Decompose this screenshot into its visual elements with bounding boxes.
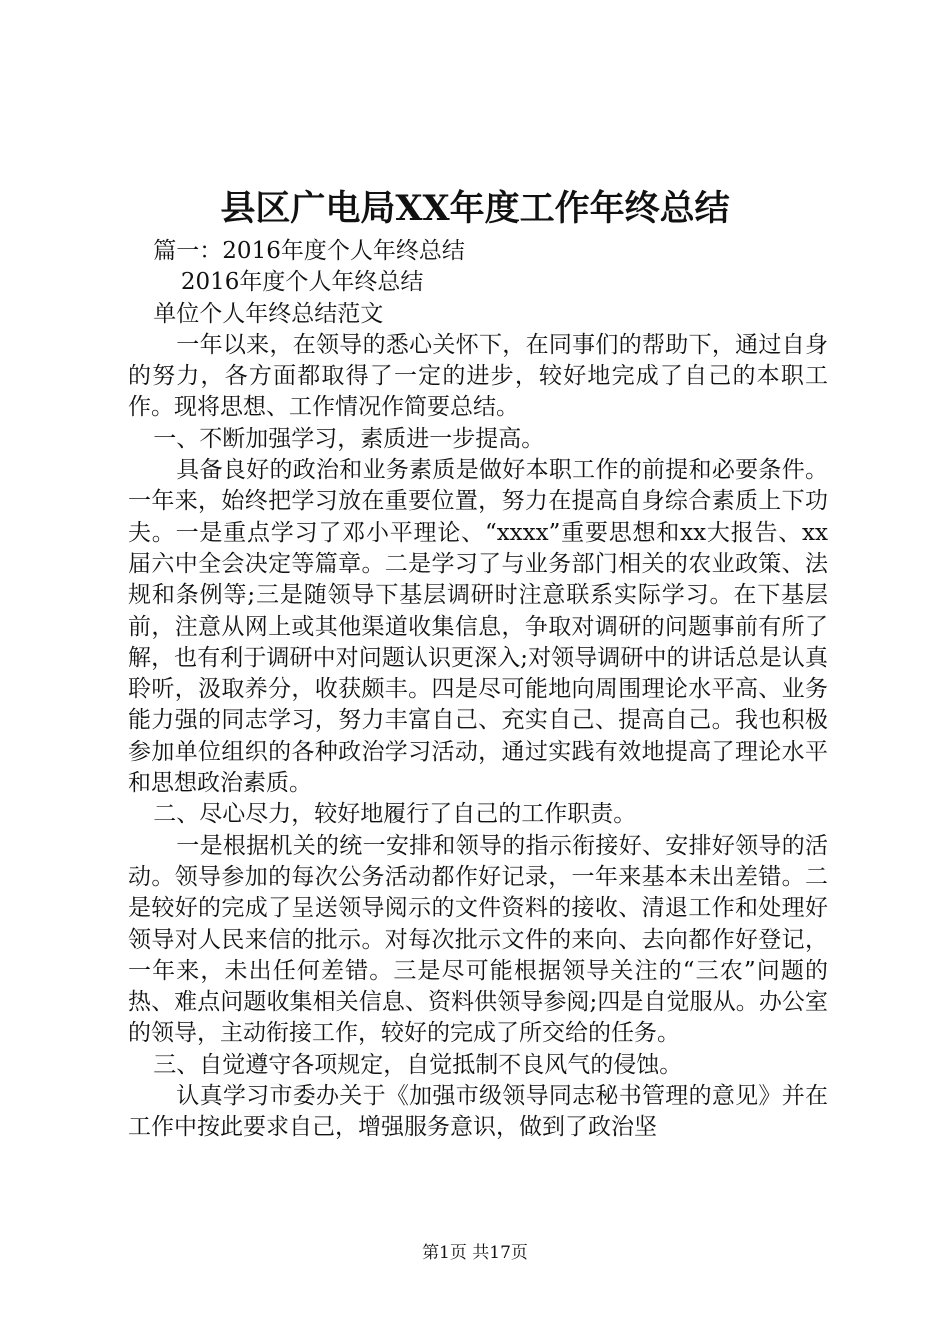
paragraph-body-1: 具备良好的政治和业务素质是做好本职工作的前提和必要条件。一年来，始终把学习放在重要位置，努力在提高自身综合素质上下功夫。一是重点学习了邓小平理论、“xxxx”重要思想和xx大报告、xx届六中全会决定等篇章。二是学习了与业务部门相关的农业政策、法规和条例等;三是随领导下基层调研时注意联系实际学习。在下基层前，注意从网上或其他渠道收集信息，争取对调研的问题事前有所了解，也有利于调研中对问题认识更深入;对领导调研中的讲话总是认真聆听，汲取养分，收获颇丰。四是尽可能地向周围理论水平高、业务能力强的同志学习，努力丰富自己、充实自己、提高自己。我也积极参加单位组织的各种政治学习活动，通过实践有效地提高了理论水平和思想政治素质。: [128, 457, 828, 797]
paragraph-heading-2: 二、尽心尽力，较好地履行了自己的工作职责。: [153, 801, 637, 828]
paragraph-subtitle: 2016年度个人年终总结: [180, 269, 424, 296]
paragraph-body-2: 一是根据机关的统一安排和领导的指示衔接好、安排好领导的活动。领导参加的每次公务活动都作好记录，一年来基本未出差错。二是较好的完成了呈送领导阅示的文件资料的接收、清退工作和处理好领导对人民来信的批示。对每次批示文件的来向、去向都作好登记，一年来，未出任何差错。三是尽可能根据领导关注的“三农”问题的热、难点问题收集相关信息、资料供领导参阅;四是自觉服从。办公室的领导，主动衔接工作，较好的完成了所交给的任务。: [128, 832, 828, 1047]
paragraph-heading-1: 一、不断加强学习，素质进一步提高。: [153, 425, 545, 452]
page-footer: 第1页 共17页: [422, 1243, 528, 1263]
paragraph-section-heading: 篇一：2016年度个人年终总结: [153, 238, 465, 264]
paragraph-subtitle-2: 单位个人年终总结范文: [153, 300, 384, 327]
paragraph-heading-3: 三、自觉遵守各项规定，自觉抵制不良风气的侵蚀。: [153, 1051, 683, 1078]
paragraph-body-3: 认真学习市委办关于《加强市级领导同志秘书管理的意见》并在工作中按此要求自己，增强服务意识，做到了政治坚: [128, 1083, 828, 1141]
paragraph-intro: 一年以来，在领导的悉心关怀下，在同事们的帮助下，通过自身的努力，各方面都取得了一定的进步，较好地完成了自己的本职工作。现将思想、工作情况作简要总结。: [128, 331, 828, 421]
document-title: 县区广电局XX年度工作年终总结: [220, 188, 730, 229]
document-body: [128, 236, 828, 1144]
